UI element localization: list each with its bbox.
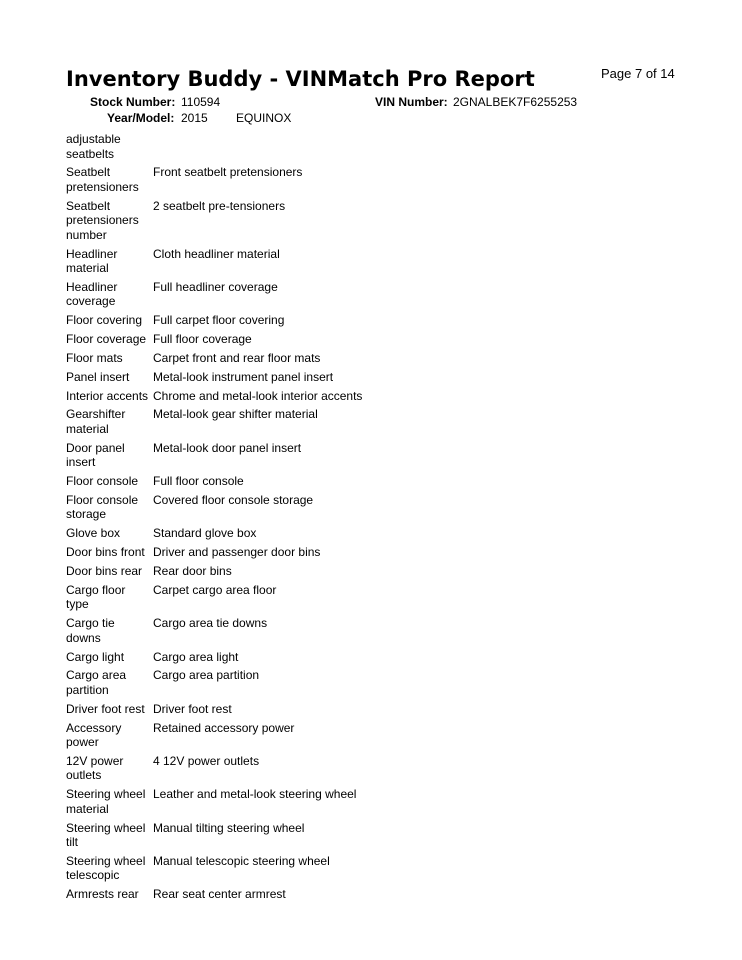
spec-row — [66, 702, 486, 717]
spec-value: Metal-look door panel insert — [153, 440, 302, 455]
spec-value: Rear seat center armrest — [153, 887, 286, 902]
spec-value: Carpet front and rear floor mats — [153, 350, 321, 365]
spec-row — [66, 583, 486, 612]
spec-value: 4 12V power outlets — [153, 753, 260, 768]
spec-label: Floor coverage — [66, 332, 147, 347]
spec-row — [66, 545, 486, 560]
spec-row — [66, 754, 486, 783]
spec-value: Cargo area partition — [153, 668, 260, 683]
report-title: Inventory Buddy - VINMatch Pro Report — [66, 67, 535, 91]
spec-row — [66, 474, 486, 489]
spec-row — [66, 787, 486, 816]
spec-label: 12V power outlets — [66, 753, 124, 783]
spec-value: Metal-look instrument panel insert — [153, 369, 334, 384]
spec-label: Panel insert — [66, 369, 130, 384]
spec-label: Floor console storage — [66, 492, 139, 522]
spec-value: Cloth headliner material — [153, 246, 280, 261]
spec-label: Headliner material — [66, 246, 118, 276]
spec-row — [66, 493, 486, 522]
spec-row — [66, 564, 486, 579]
spec-value: Covered floor console storage — [153, 492, 314, 507]
spec-row — [66, 389, 486, 404]
spec-row — [66, 854, 486, 883]
spec-row — [66, 370, 486, 385]
spec-label: Armrests rear — [66, 887, 139, 902]
spec-label: Driver foot rest — [66, 701, 145, 716]
spec-row — [66, 821, 486, 850]
spec-row — [66, 280, 486, 309]
spec-label: Glove box — [66, 526, 121, 541]
year-model-label: Year/Model: — [107, 111, 175, 125]
spec-label: Gearshifter material — [66, 407, 126, 436]
spec-label: Interior accents — [66, 388, 149, 403]
vin-label: VIN Number: — [375, 95, 448, 109]
spec-row — [66, 199, 486, 243]
spec-label: Door panel insert — [66, 440, 125, 470]
spec-row — [66, 650, 486, 665]
spec-value: Standard glove box — [153, 526, 257, 541]
spec-label: adjustable seatbelts — [66, 132, 121, 161]
spec-row — [66, 132, 486, 161]
spec-row — [66, 407, 486, 436]
spec-label: Seatbelt pretensioners number — [66, 198, 139, 242]
spec-value: Chrome and metal-look interior accents — [153, 388, 363, 403]
spec-value: Manual telescopic steering wheel — [153, 853, 330, 868]
spec-row — [66, 332, 486, 347]
spec-value: Driver foot rest — [153, 701, 232, 716]
stock-number-value: 110594 — [181, 95, 221, 109]
vin-value: 2GNALBEK7F6255253 — [453, 95, 578, 109]
spec-row — [66, 165, 486, 194]
spec-label: Door bins rear — [66, 564, 143, 578]
spec-row — [66, 351, 486, 366]
spec-value: Manual tilting steering wheel — [153, 820, 305, 835]
spec-row — [66, 313, 486, 328]
spec-label: Seatbelt pretensioners — [66, 165, 139, 194]
spec-label: Headliner coverage — [66, 279, 118, 309]
spec-value: Full floor console — [153, 474, 244, 489]
spec-value: Leather and metal-look steering wheel — [153, 787, 357, 802]
spec-value: 2 seatbelt pre-tensioners — [153, 198, 286, 213]
spec-value: Full floor coverage — [153, 332, 252, 347]
spec-value: Full carpet floor covering — [153, 313, 285, 328]
spec-value: Rear door bins — [153, 564, 232, 578]
spec-label: Cargo tie downs — [66, 616, 115, 645]
spec-label: Accessory power — [66, 720, 122, 750]
spec-value: Full headliner coverage — [153, 279, 278, 294]
spec-label: Steering wheel material — [66, 787, 146, 816]
spec-value: Driver and passenger door bins — [153, 545, 321, 560]
spec-label: Floor covering — [66, 313, 143, 328]
model-value: EQUINOX — [236, 111, 292, 125]
spec-row — [66, 441, 486, 470]
stock-number-label: Stock Number: — [90, 95, 176, 109]
spec-label: Steering wheel tilt — [66, 820, 146, 850]
spec-value: Front seatbelt pretensioners — [153, 165, 303, 180]
spec-row — [66, 616, 486, 645]
spec-label: Cargo light — [66, 649, 125, 664]
year-value: 2015 — [181, 111, 208, 125]
spec-label: Steering wheel telescopic — [66, 853, 146, 883]
spec-value: Metal-look gear shifter material — [153, 407, 318, 422]
spec-row — [66, 668, 486, 697]
spec-value: Retained accessory power — [153, 720, 295, 735]
spec-row — [66, 887, 486, 902]
spec-label: Cargo area partition — [66, 668, 127, 697]
spec-value: Cargo area light — [153, 649, 239, 664]
spec-label: Floor mats — [66, 350, 123, 365]
spec-row — [66, 526, 486, 541]
spec-label: Door bins front — [66, 545, 145, 560]
spec-value: Carpet cargo area floor — [153, 582, 277, 597]
spec-label: Floor console — [66, 474, 139, 489]
spec-row — [66, 721, 486, 750]
spec-table — [66, 132, 486, 906]
spec-label: Cargo floor type — [66, 582, 126, 612]
spec-value: Cargo area tie downs — [153, 616, 268, 631]
page-number: Page 7 of 14 — [601, 66, 675, 81]
spec-row — [66, 247, 486, 276]
